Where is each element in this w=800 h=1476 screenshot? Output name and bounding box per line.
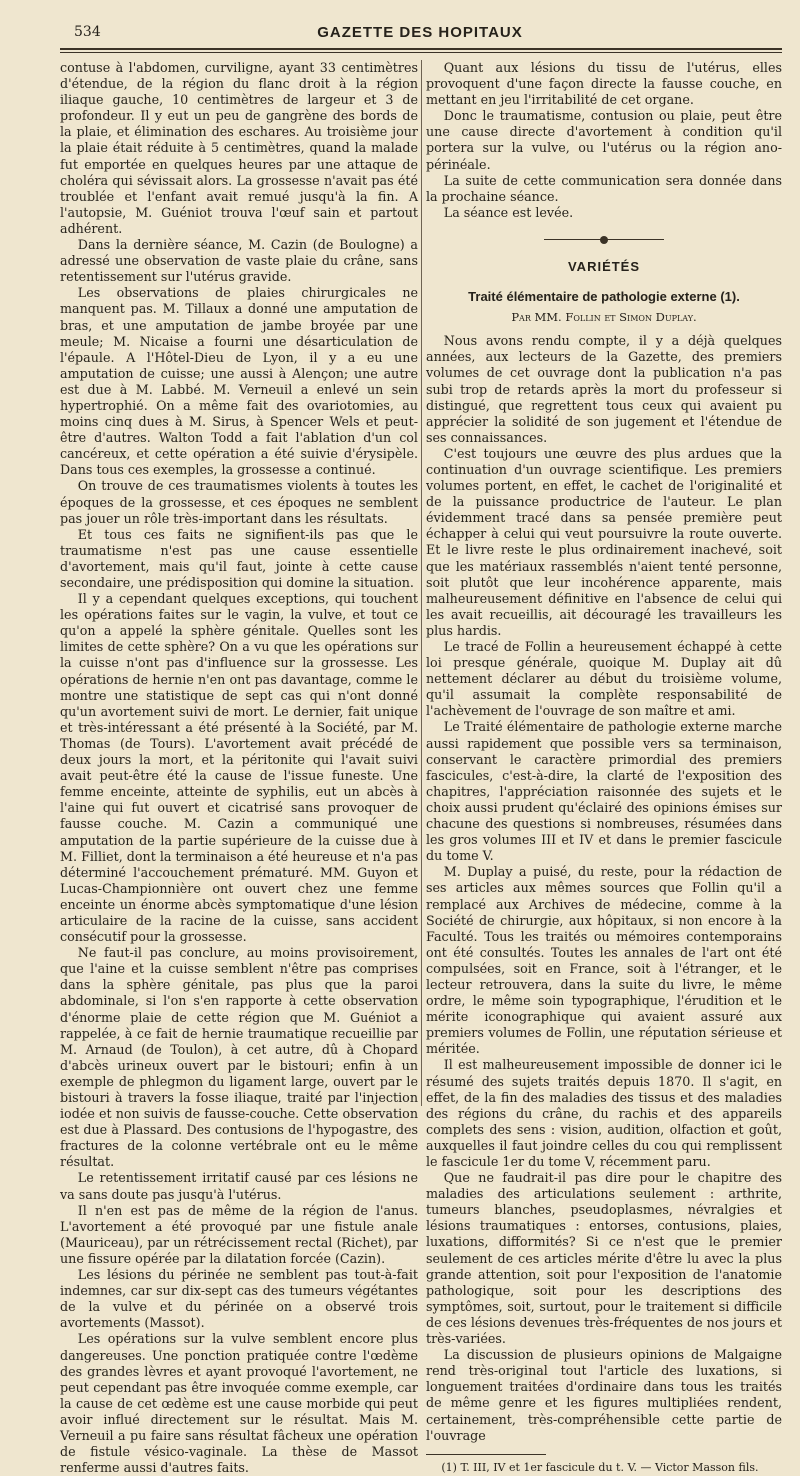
- paragraph: Et tous ces faits ne signifient-ils pas que le traumatisme n'est pas une cause essentielle d'avortement, mais qu'il faut, jointe à cette cause secondaire, une prédisposition qui domine la situation.: [60, 526, 418, 590]
- paragraph: Le tracé de Follin a heureusement échappé à cette loi presque générale, quoique M. Duplay ait dû nettement déclarer au début du troisième volume, qu'il assumait la complète responsabilité de l'achèvement de l'ouvrage de son maître et ami.: [426, 639, 782, 719]
- paragraph: C'est toujours une œuvre des plus ardues que la continuation d'un ouvrage scientifique. Les premiers volumes portent, en effet, le cachet de l'originalité et de la puissance productrice de l'auteur. Le plan évidemment tracé dans sa pensée première peut échapper à celui qui veut poursuivre la route ouverte. Et le livre reste le plus ordinairement inachevé, soit que les matériaux rassemblés n'aient tenté personne, soit plutôt que leur incohérence apparente, mais malheureusement définitive en l'absence de celui qui les avait recueillis, ait découragé les travailleurs les plus hardis.: [426, 445, 782, 638]
- paragraph: Dans la dernière séance, M. Cazin (de Boulogne) a adressé une observation de vaste plaie du crâne, sans retentissement sur l'utérus gravide.: [60, 237, 418, 285]
- right-column: [426, 60, 782, 1475]
- paragraph: Les opérations sur la vulve semblent encore plus dangereuses. Une ponction pratiquée contre l'œdème des grandes lèvres et ayant provoqué l'avortement, ne peut cependant pas être invoquée comme exemple, car la cause de cet œdème est une cause morbide qui peut avoir influé directement sur le résultat. Mais M. Verneuil a pu faire sans résultat fâcheux une opération de fistule vésico-vaginale. La thèse de Massot renferme aussi d'autres faits.: [60, 1331, 418, 1476]
- article-title: Traité élémentaire de pathologie externe (1).: [468, 289, 740, 305]
- header-rule-thin: [60, 52, 782, 53]
- section-title: VARIÉTÉS: [567, 258, 641, 274]
- header-rule: [60, 48, 782, 50]
- paragraph: Quant aux lésions du tissu de l'utérus, elles provoquent d'une façon directe la fausse couche, en mettant en jeu l'irritabilité de cet organe.: [426, 60, 782, 108]
- paragraph: Il n'en est pas de même de la région de l'anus. L'avortement a été provoqué par une fistule anale (Mauriceau), par un rétrécissement rectal (Richet), par une fissure opérée par la dilatation forcée (Cazin).: [60, 1202, 418, 1266]
- paragraph: La discussion de plusieurs opinions de Malgaigne rend très-original tout l'article des luxations, si longuement traitées d'ordinaire dans tous les traités de même genre et les figures multipliées rendent, certainement, très-compréhensible cette partie de l'ouvrage: [426, 1347, 782, 1443]
- paragraph: Les observations de plaies chirurgicales ne manquent pas. M. Tillaux a donné une amputation de bras, et une amputation de jambe broyée par une meule; M. Nicaise a fourni une désarticulation de l'épaule. A l'Hôtel-Dieu de Lyon, il y a eu une amputation de cuisse; une aussi à Alençon; une autre est due à M. Labbé. M. Verneuil a enlevé un sein hypertrophié. On a même fait des ovariotomies, au moins cinq dues à M. Sirus, à Spencer Wels et peut-être d'autres. Walton Todd a fait l'ablation d'un col cancéreux, et cette opération a été suivie d'érysipèle. Dans tous ces exemples, la grossesse a continué.: [60, 285, 418, 478]
- paragraph: Il y a cependant quelques exceptions, qui touchent les opérations faites sur le vagin, la vulve, et tout ce qu'on a appelé la sphère génitale. Quelles sont les limites de cette sphère? On a vu que les opérations sur la cuisse n'ont pas d'influence sur la grossesse. Les opérations de hernie n'en ont pas davantage, comme le montre une statistique de sept cas qui n'ont donné qu'un avortement suivi de mort. Le dernier, fait unique et très-intéressant a été présenté à la Société, par M. Thomas (de Tours). L'avortement avait précédé de deux jours la mort, et la péritonite qui l'avait suivi avait peut-être été la cause de l'issue funeste. Une femme enceinte, atteinte de syphilis, eut un abcès à l'aine qui fut ouvert et cicatrisé sans provoquer de fausse couche. M. Cazin a communiqué une amputation de la partie supérieure de la cuisse due à M. Filliet, dont la terminaison a été heureuse et n'a pas déterminé l'accouchement prématuré. MM. Guyon et Lucas-Championnière ont ouvert chez une femme enceinte un énorme abcès symptomatique d'une lésion articulaire de la racine de la cuisse, sans accident consécutif pour la grossesse.: [60, 591, 418, 945]
- paragraph: Le retentissement irritatif causé par ces lésions ne va sans doute pas jusqu'à l'utérus.: [60, 1170, 418, 1202]
- article-byline: Par MM. Follin et Simon Duplay.: [511, 310, 697, 325]
- column-divider: [421, 60, 422, 1106]
- section-separator: [544, 235, 664, 245]
- paragraph: Il est malheureusement impossible de donner ici le résumé des sujets traités depuis 1870. Il s'agit, en effet, de la fin des maladies des tissus et des maladies des régions du crâne, du rachis et des appareils complets des sens : vision, audition, olfaction et goût, auxquelles il faut joindre celles du cou qui remplissent le fascicule 1er du tome V, récemment paru.: [426, 1057, 782, 1169]
- paragraph: Ne faut-il pas conclure, au moins provisoirement, que l'aine et la cuisse semblent n'être pas comprises dans la sphère génitale, pas plus que la paroi abdominale, si l'on s'en rapporte à cette observation d'énorme plaie de cette région que M. Guéniot a rappelée, à ce fait de hernie traumatique recueillie par M. Arnaud (de Toulon), à cet autre, dû à Chopard d'abcès urineux ouvert par le bistouri; enfin à un exemple de phlegmon du ligament large, ouvert par le bistouri à travers la fosse iliaque, traité par l'injection iodée et non suivis de fausse-couche. Cette observation est due à Plassard. Des contusions de l'hypogastre, des fractures de la colonne vertébrale ont eu le même résultat.: [60, 945, 418, 1170]
- paragraph: Le Traité élémentaire de pathologie externe marche aussi rapidement que possible vers sa terminaison, conservant le caractère primordial des premiers fascicules, c'est-à-dire, la clarté de l'exposition des chapitres, l'appréciation raisonnée des sujets et le choix aussi prudent qu'éclairé des opinions émises sur chacune des questions si nombreuses, résumées dans les gros volumes III et IV et dans le premier fascicule du tome V.: [426, 719, 782, 864]
- paragraph: contuse à l'abdomen, curviligne, ayant 33 centimètres d'étendue, de la région du flanc droit à la région iliaque gauche, 10 centimètres de largeur et 3 de profondeur. Il y eut un peu de gangrène des bords de la plaie, et élimination des eschares. Au troisième jour la plaie était réduite à 5 centimètres, quand la malade fut emportée en quelques heures par une attaque de choléra qui sévissait alors. La grossesse n'avait pas été troublée et l'enfant avait remué jusqu'à la fin. A l'autopsie, M. Guéniot trouva l'œuf sain et partout adhérent.: [60, 60, 418, 236]
- paragraph: On trouve de ces traumatismes violents à toutes les époques de la grossesse, et ces époques ne semblent pas jouer un rôle très-important dans les résultats.: [60, 478, 418, 526]
- journal-title: GAZETTE DES HOPITAUX: [317, 24, 523, 41]
- paragraph: La suite de cette communication sera donnée dans la prochaine séance.: [426, 172, 782, 204]
- footnote-rule: [426, 1454, 546, 1455]
- paragraph: La séance est levée.: [443, 204, 574, 220]
- paragraph: Que ne faudrait-il pas dire pour le chapitre des maladies des articulations seulement : arthrite, tumeurs blanches, pseudoplasmes, névralgies et lésions traumatiques : entorses, contusions, plaies, luxations, difformités? Si ce n'est que le premier seulement de ces articles mérite d'être lu avec la plus grande attention, soit pour l'exposition de l'anatomie pathologique, soit pour les descriptions des symptômes, soit, surtout, pour le traitement si difficile de ces lésions devenues très-fréquentes de nos jours et très-variées.: [426, 1170, 782, 1347]
- footnote: (1) T. III, IV et 1er fascicule du t. V. — Victor Masson fils.: [441, 1460, 759, 1474]
- left-column: [60, 60, 418, 1476]
- page-number: 534: [74, 24, 101, 40]
- page-header: [60, 22, 780, 48]
- paragraph: Nous avons rendu compte, il y a déjà quelques années, aux lecteurs de la Gazette, des premiers volumes de cet ouvrage dont la publication n'a pas subi trop de retards après la mort du professeur si distingué, que regrettent tous ceux qui avaient pu apprécier la solidité de son jugement et l'étendue de ses connaissances.: [426, 333, 782, 445]
- paragraph: Donc le traumatisme, contusion ou plaie, peut être une cause directe d'avortement à condition qu'il portera sur la vulve, ou l'utérus ou la région ano-périnéale.: [426, 108, 782, 172]
- paragraph: Les lésions du périnée ne semblent pas tout-à-fait indemnes, car sur dix-sept cas des tumeurs végétantes de la vulve et du périnée on a observé trois avortements (Massot).: [60, 1267, 418, 1331]
- paragraph: M. Duplay a puisé, du reste, pour la rédaction de ses articles aux mêmes sources que Follin qu'il a remplacé aux Archives de médecine, comme à la Société de chirurgie, aux hôpitaux, si non encore à la Faculté. Tous les traités ou mémoires contemporains ont été consultés. Toutes les annales de l'art ont été compulsées, soit en France, soit à l'étranger, et le lecteur retrouvera, dans la suite du livre, le même ordre, le même soin typographique, l'érudition et le mérite iconographique qui avaient assuré aux premiers volumes de Follin, une réputation sérieuse et méritée.: [426, 864, 782, 1057]
